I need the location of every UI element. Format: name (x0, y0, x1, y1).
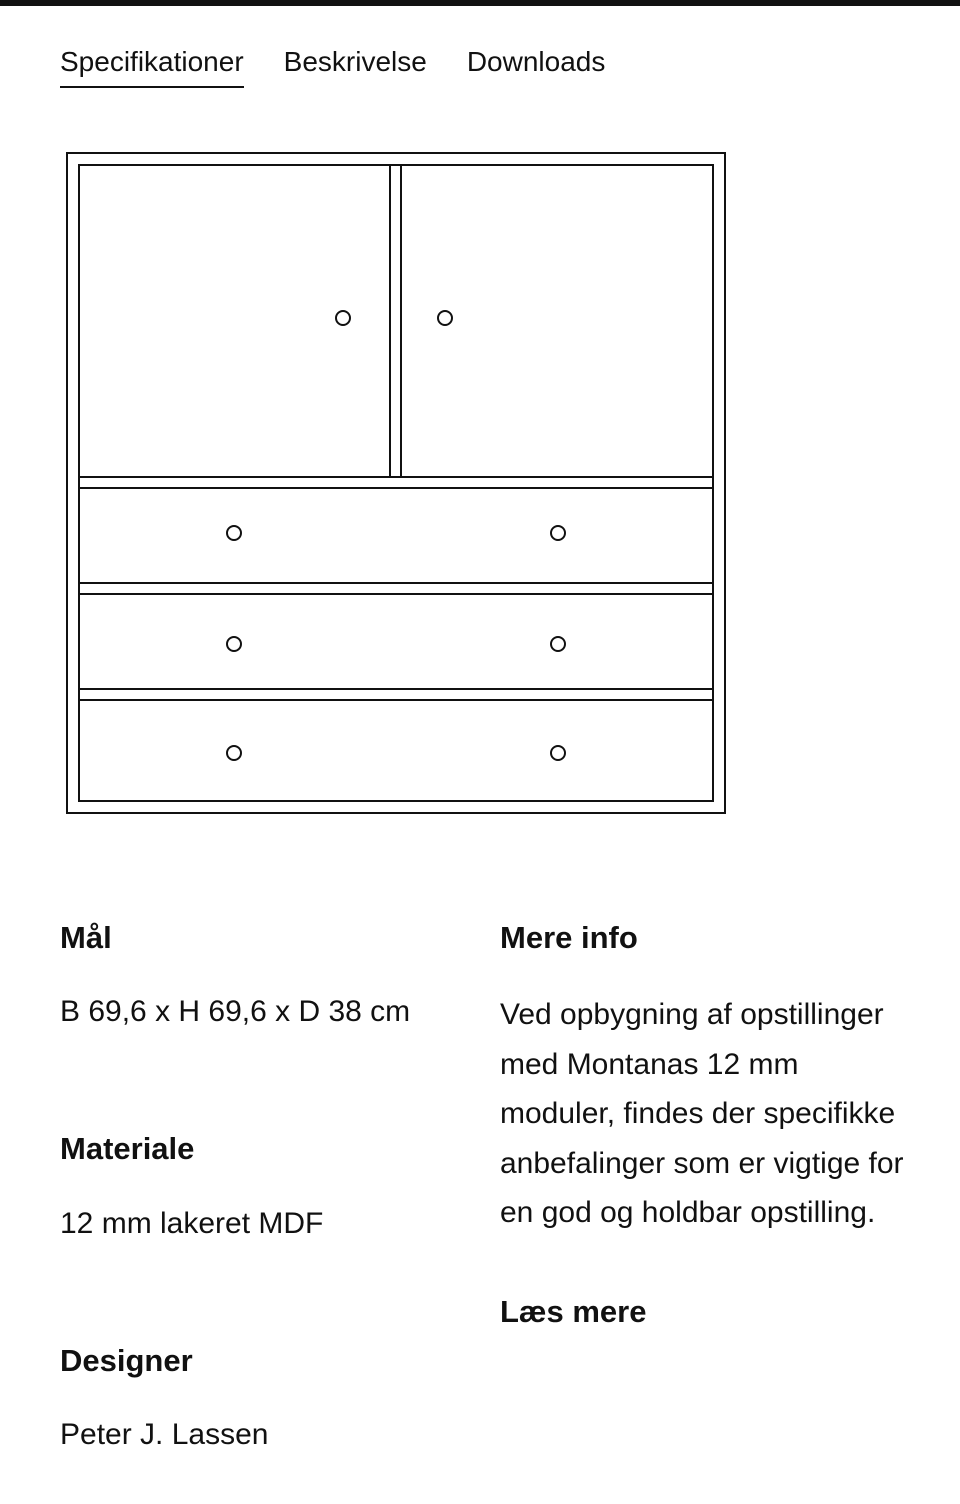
dimensions-heading: Mål (60, 920, 112, 955)
material-value: 12 mm lakeret MDF (60, 1207, 324, 1240)
top-bar (0, 0, 960, 6)
more-info-heading: Mere info (500, 920, 638, 955)
cabinet-inner-frame (79, 165, 713, 801)
tab-bar (60, 42, 605, 88)
tab-beskrivelse[interactable]: Beskrivelse (283, 46, 427, 77)
cabinet-line-drawing (64, 150, 728, 816)
read-more-link[interactable]: Læs mere (500, 1294, 647, 1329)
more-info-text: Ved opbygning af opstillinger med Montanas 12 mm moduler, findes der specifikke anbefalinger som er vigtige for en god og holdbar opstilling. (500, 998, 904, 1229)
drawer-knob (551, 526, 565, 540)
drawer-knob (227, 637, 241, 651)
drawer-knob (551, 637, 565, 651)
drawer-knob (551, 746, 565, 760)
designer-heading: Designer (60, 1343, 193, 1378)
door-knob (438, 311, 452, 325)
dimensions-value: B 69,6 x H 69,6 x D 38 cm (60, 995, 411, 1028)
tab-downloads[interactable]: Downloads (466, 46, 606, 77)
material-heading: Materiale (60, 1131, 195, 1166)
drawer-knob (227, 526, 241, 540)
door-knob (336, 311, 350, 325)
cabinet-outer-frame (67, 153, 725, 813)
designer-value: Peter J. Lassen (60, 1418, 269, 1451)
drawer-knob (227, 746, 241, 760)
tab-specifikationer[interactable]: Specifikationer (60, 42, 244, 88)
